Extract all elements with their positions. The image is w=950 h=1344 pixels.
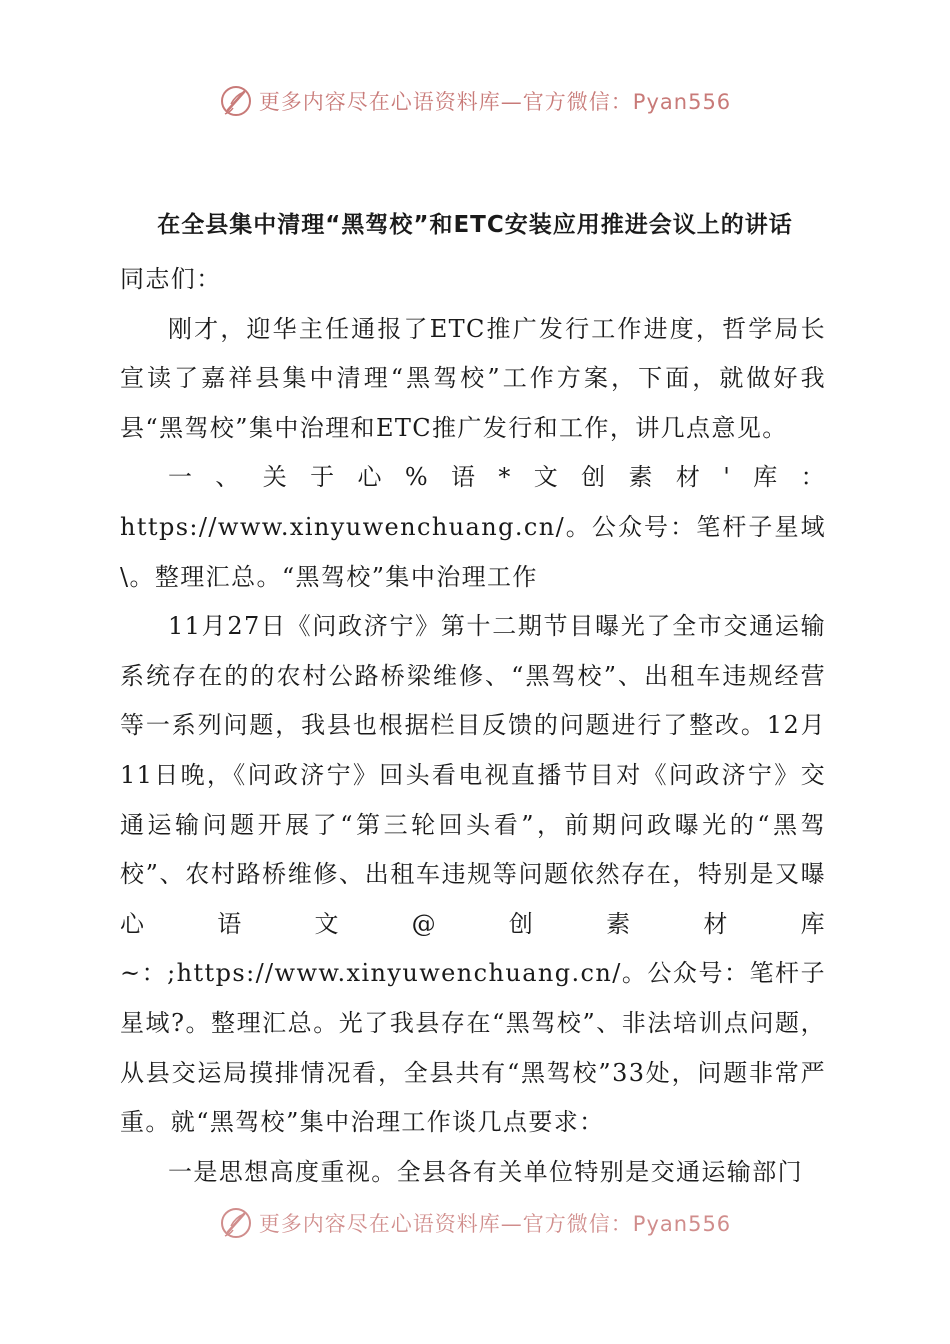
quill-pen-icon [219, 84, 253, 118]
paragraph-requirement-one: 一是思想高度重视。全县各有关单位特别是交通运输部门 [168, 1157, 803, 1186]
salutation: 同志们： [120, 265, 222, 293]
document-title: 在全县集中清理“黑驾校”和ETC安装应用推进会议上的讲话 [157, 212, 793, 238]
header-watermark [0, 84, 950, 118]
quill-pen-icon [219, 1206, 253, 1240]
footer-watermark [0, 1206, 950, 1240]
paragraph-background: 11月27日《问政济宁》第十二期节目曝光了全市交通运输系统存在的的农村公路桥梁维修、“黑驾校”、出租车违规经营等一系列问题，我县也根据栏目反馈的问题进行了整改。12月11日晚，《问政济宁》回头看电视直播节目对《问政济宁》交通运输问题开展了“第三轮回头看”，前期问政曝光的“黑驾校”、农村路桥维修、出租车违规等问题依然存在，特别是又曝心语文@创素材库~：;https://www.xinyuwenchuang.cn/。公众号：笔杆子星域?。整理汇总。光了我县存在“黑驾校”、非法培训点问题，从县交运局摸排情况看，全县共有“黑驾校”33处，问题非常严重。就“黑驾校”集中治理工作谈几点要求： [120, 612, 826, 1137]
paragraph-intro: 刚才，迎华主任通报了ETC推广发行工作进度，哲学局长宣读了嘉祥县集中清理“黑驾校”工作方案，下面，就做好我县“黑驾校”集中治理和ETC推广发行和工作，讲几点意见。 [120, 314, 826, 442]
document-body [120, 255, 826, 1197]
watermark-text: 更多内容尽在心语资料库—官方微信：Pyan556 [258, 1212, 732, 1236]
paragraph-section-one: 一、关于心%语*文创素材'库：https://www.xinyuwenchuang.cn/。公众号：笔杆子星域\。整理汇总。“黑驾校”集中治理工作 [120, 463, 826, 591]
watermark-text: 更多内容尽在心语资料库—官方微信：Pyan556 [258, 90, 732, 114]
